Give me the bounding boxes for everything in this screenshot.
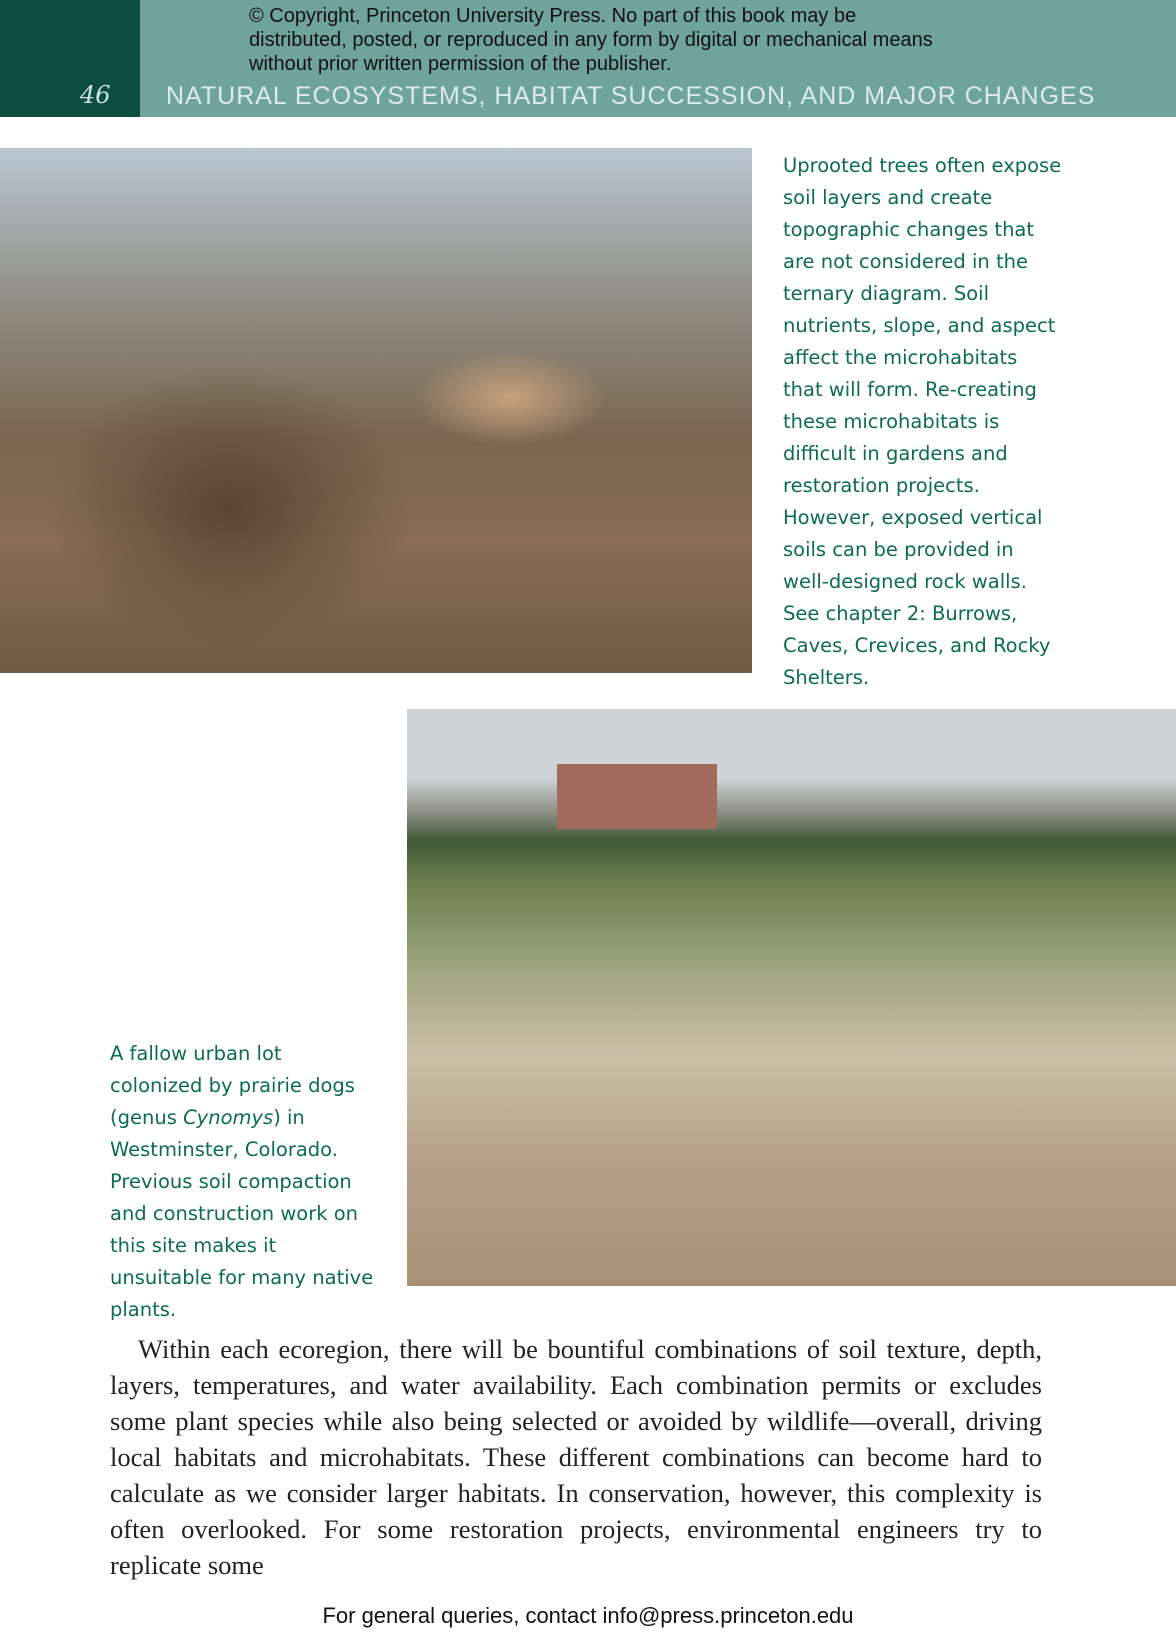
caption-text: A fallow urban lot colonized by prairie dogs (genus <box>110 1042 355 1129</box>
running-head: NATURAL ECOSYSTEMS, HABITAT SUCCESSION, AND MAJOR CHANGES <box>166 82 1096 110</box>
page-number-box <box>0 0 140 117</box>
caption-text: ) in Westminster, Colorado. Previous soil compaction and construction work on this site makes it unsuitable for many native plants. <box>110 1106 374 1321</box>
uprooted-tree-caption: Uprooted trees often expose soil layers and create topographic changes that are not considered in the ternary diagram. Soil nutrients, slope, and aspect affect the microhabitats that will form. Re-creating these microhabitats is difficult in gardens and restoration projects. However, exposed vertical soils can be provided in well-designed rock walls. See chapter 2: Burrows, Caves, Crevices, and Rocky Shelters. <box>783 154 1062 689</box>
hotel-building <box>557 764 717 829</box>
prairie-dog-lot-photo <box>407 709 1176 1286</box>
uprooted-tree-photo <box>0 148 752 673</box>
body-paragraph: Within each ecoregion, there will be bountiful combinations of soil texture, depth, layers, temperatures, and water availability. Each combination permits or excludes some plant species while also being selected or avoided by wildlife—overall, driving local habitats and microhabitats. These different combinations can become hard to calculate as we consider larger habitats. In conservation, however, this complexity is often overlooked. For some restoration projects, environmental engineers try to replicate some <box>110 1334 1042 1580</box>
copyright-notice: © Copyright, Princeton University Press. No part of this book may be distributed, posted, or reproduced in any form by digital or mechanical means without prior written permission of the publisher. <box>249 5 933 75</box>
genus-name: Cynomys <box>183 1106 274 1129</box>
page-number: 46 <box>80 81 111 109</box>
prairie-dog-caption <box>110 1038 380 1326</box>
footer-contact: For general queries, contact info@press.princeton.edu <box>322 1603 854 1628</box>
